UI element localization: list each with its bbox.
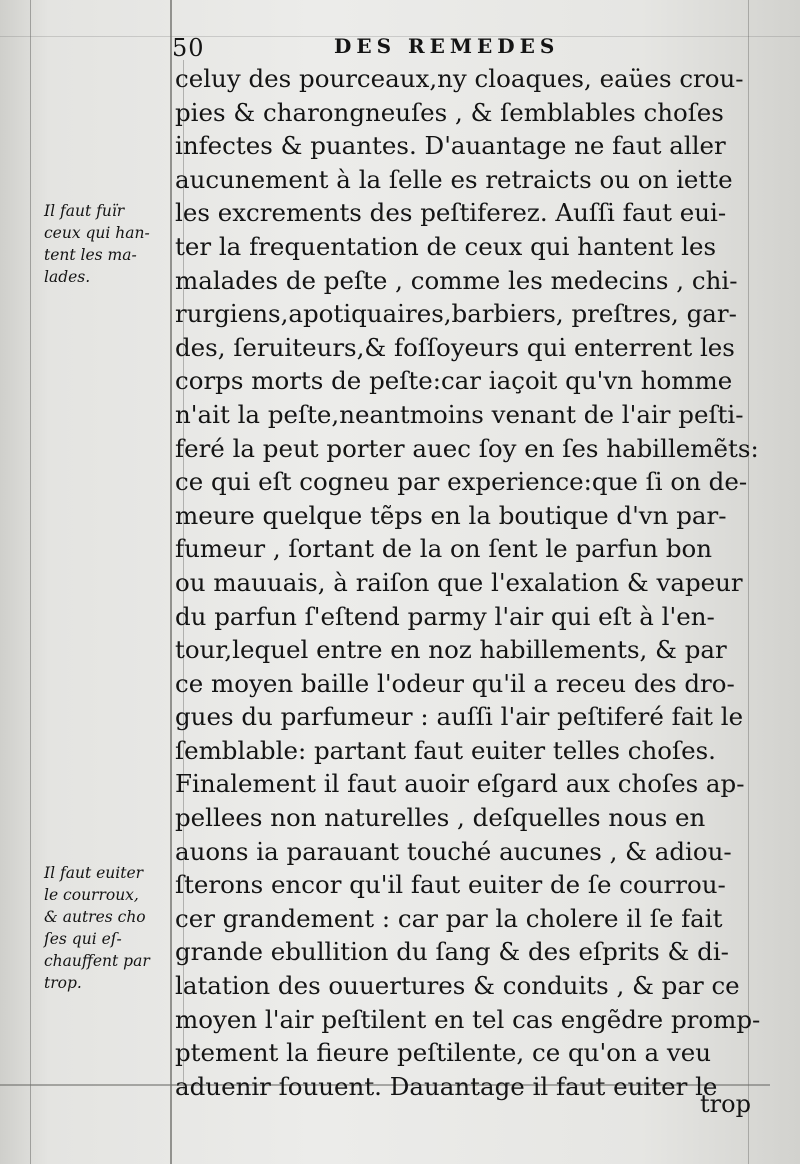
margin-note-line: Il faut fuïr [44,202,125,220]
text-line: malades de peſte , comme les medecins , chi- [175,265,738,295]
text-line: ce moyen baille l'odeur qu'il a receu des dro- [175,668,735,698]
text-line: fumeur , ſortant de la on ſent le parfun bon [175,534,713,564]
margin-note-line: ſes qui eſ- [44,930,122,948]
frame-rule-left [30,0,31,1164]
page-number: 50 [172,34,205,62]
margin-note-line: trop. [44,974,82,992]
text-line: celuy des pourceaux,ny cloaques, eaües crou- [175,64,744,93]
margin-note-line: lades. [44,268,91,286]
margin-note-line: tent les ma- [44,246,137,264]
text-line: du parfun ſ'eſtend parmy l'air qui eſt à l'en- [175,601,715,631]
text-line: ſterons encor qu'il faut euiter de ſe courrou- [175,870,726,900]
text-line: feré la peut porter auec ſoy en ſes habillemẽts: [175,433,759,463]
text-line: meure quelque tẽps en la boutique d'vn par- [175,500,727,530]
text-line: infectes & puantes. D'auantage ne faut aller [175,131,726,161]
text-line: gues du parfumeur : auſſi l'air peſtiferé fait le [175,702,744,732]
text-line: pellees non naturelles , deſquelles nous en [175,803,706,833]
catchword: trop [700,1090,751,1118]
text-line: corps morts de peſte:car iaçoit qu'vn homme [175,366,733,396]
text-line: ce qui eſt cogneu par experience:que ſi on de- [175,467,748,497]
text-line: ptement la fieure peſtilente, ce qu'on a veu [175,1038,712,1068]
text-line: Finalement il faut auoir eſgard aux choſes ap- [175,769,745,799]
text-line: les excrements des peſtiferez. Auſſi faut eui- [175,198,727,228]
margin-note-line: & autres cho [44,908,146,926]
text-line: ou mauuais, à raiſon que l'exalation & vapeur [175,567,743,597]
text-line: n'ait la peſte,neantmoins venant de l'air peſti- [175,399,744,429]
running-head: DES REMEDES [334,34,560,58]
margin-note-avoid-visitors [44,200,176,288]
margin-note-line: chauffent par [44,952,150,970]
text-line: ſemblable: partant faut euiter telles choſes. [175,735,716,765]
text-line: aduenir ſouuent. Dauantage il faut euiter le [175,1071,718,1101]
page-header [172,34,752,64]
text-line: aucunement à la ſelle es retraicts ou on iette [175,164,733,194]
text-line: des, ſeruiteurs,& foſſoyeurs qui enterrent les [175,332,735,362]
margin-note-line: le courroux, [44,886,139,904]
text-line: tour,lequel entre en noz habillements, & par [175,635,727,665]
text-line: latation des ouuertures & conduits , & par ce [175,971,740,1001]
text-line: pies & charongneuſes , & ſemblables choſes [175,97,724,127]
text-line: ter la frequentation de ceux qui hantent les [175,231,717,261]
text-line: rurgiens,apotiquaires,barbiers, preſtres, gar- [175,299,737,329]
text-line: cer grandement : car par la cholere il ſe fait [175,903,723,933]
text-line: grande ebullition du ſang & des eſprits & di- [175,937,729,967]
margin-note-line: Il faut euiter [44,864,144,882]
text-line: moyen l'air peſtilent en tel cas engẽdre promp- [175,1004,761,1034]
margin-note-line: ceux qui han- [44,224,150,242]
main-text-block [175,62,761,1103]
margin-note-avoid-anger [44,862,176,994]
text-line: auons ia parauant touché aucunes , & adiou- [175,836,732,866]
